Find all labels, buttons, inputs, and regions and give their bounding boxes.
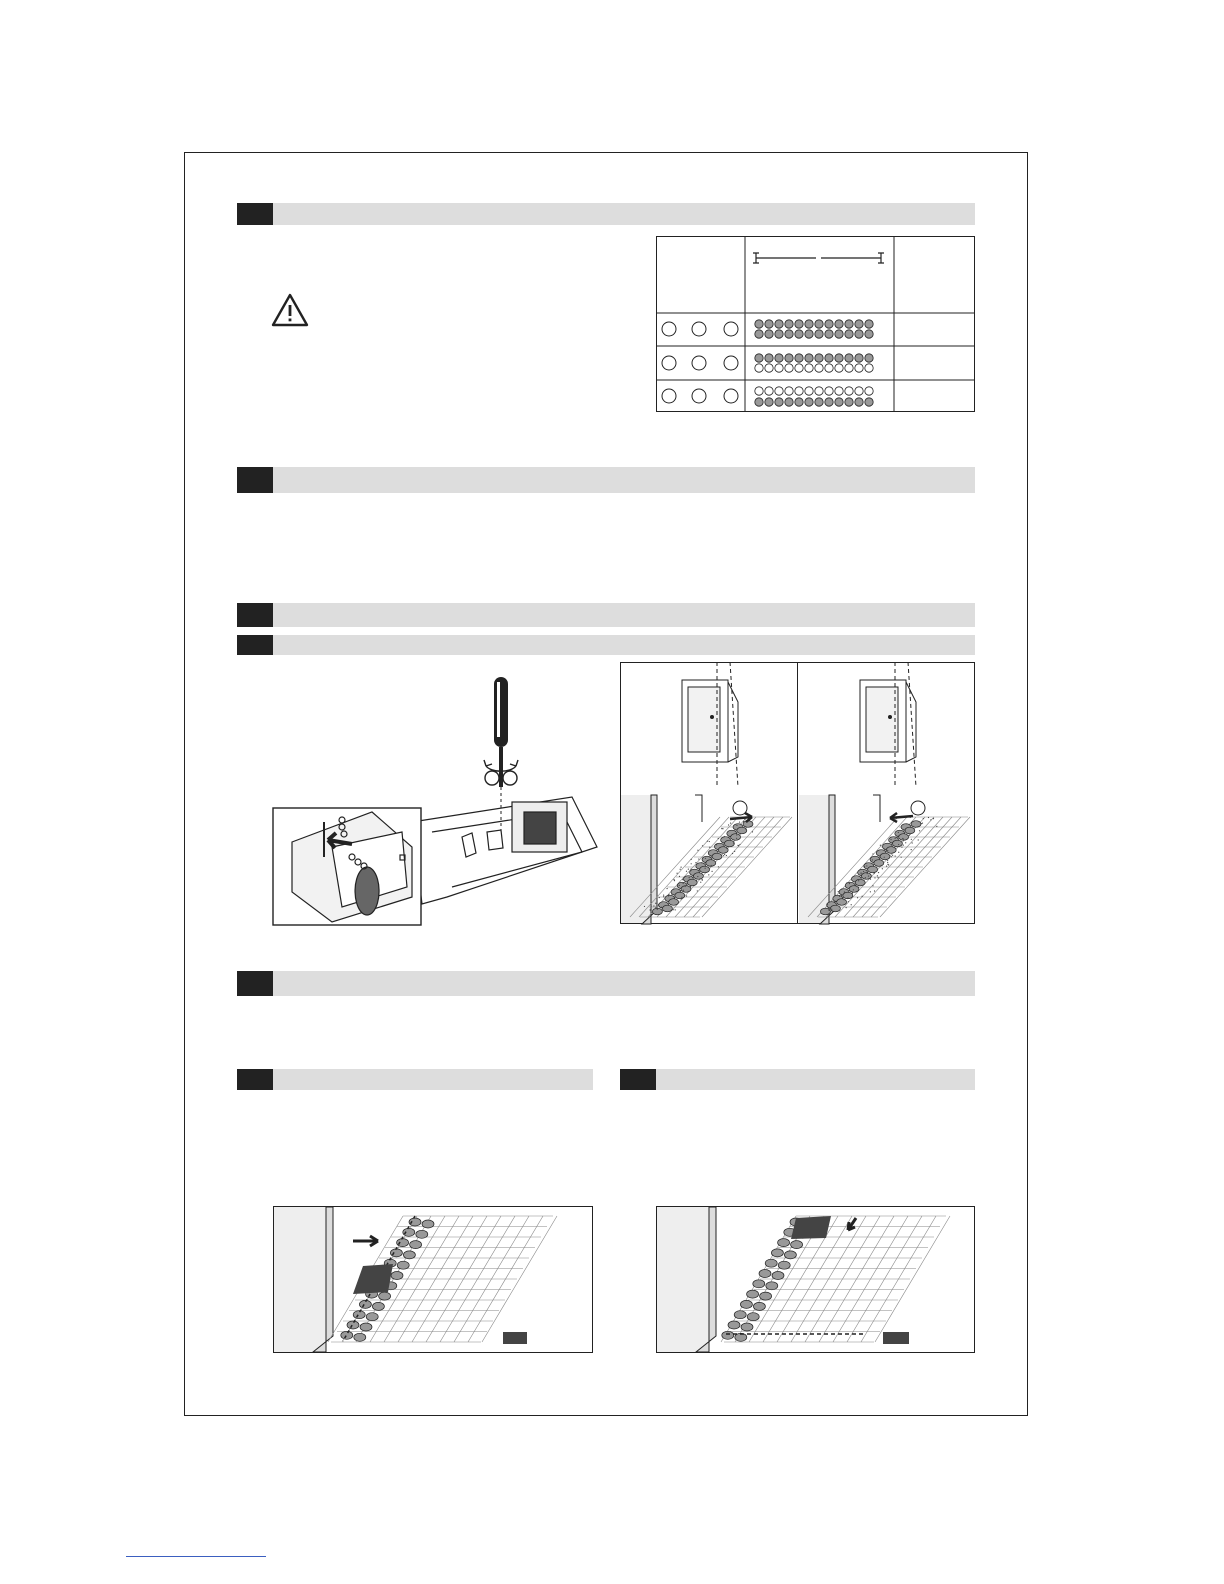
detector-illustration — [272, 672, 602, 927]
coverage-panel-left — [273, 1206, 594, 1354]
section-header-2 — [237, 467, 975, 493]
label-tag — [883, 1332, 909, 1344]
section-tab — [237, 203, 273, 225]
section-header-6 — [237, 1069, 593, 1090]
footer-link-line — [126, 1556, 266, 1557]
mode-table — [656, 236, 976, 413]
label-tag — [503, 1332, 527, 1344]
detector-body — [412, 797, 597, 904]
dip-switch-circles — [662, 322, 738, 403]
section-header-5 — [237, 971, 975, 996]
target-marker — [791, 1216, 831, 1239]
section-header-4 — [237, 635, 975, 655]
section-tab — [620, 1069, 656, 1090]
section-tab — [237, 467, 273, 493]
section-tab — [237, 1069, 273, 1090]
section-tab — [237, 971, 273, 996]
adjustment-panels — [620, 662, 976, 925]
section-header-7 — [620, 1069, 975, 1090]
section-header-1 — [237, 203, 975, 225]
warning-triangle-icon — [270, 292, 310, 328]
coverage-panel-right — [656, 1206, 976, 1354]
section-tab — [237, 635, 273, 655]
section-header-3 — [237, 603, 975, 627]
section-tab — [237, 603, 273, 627]
